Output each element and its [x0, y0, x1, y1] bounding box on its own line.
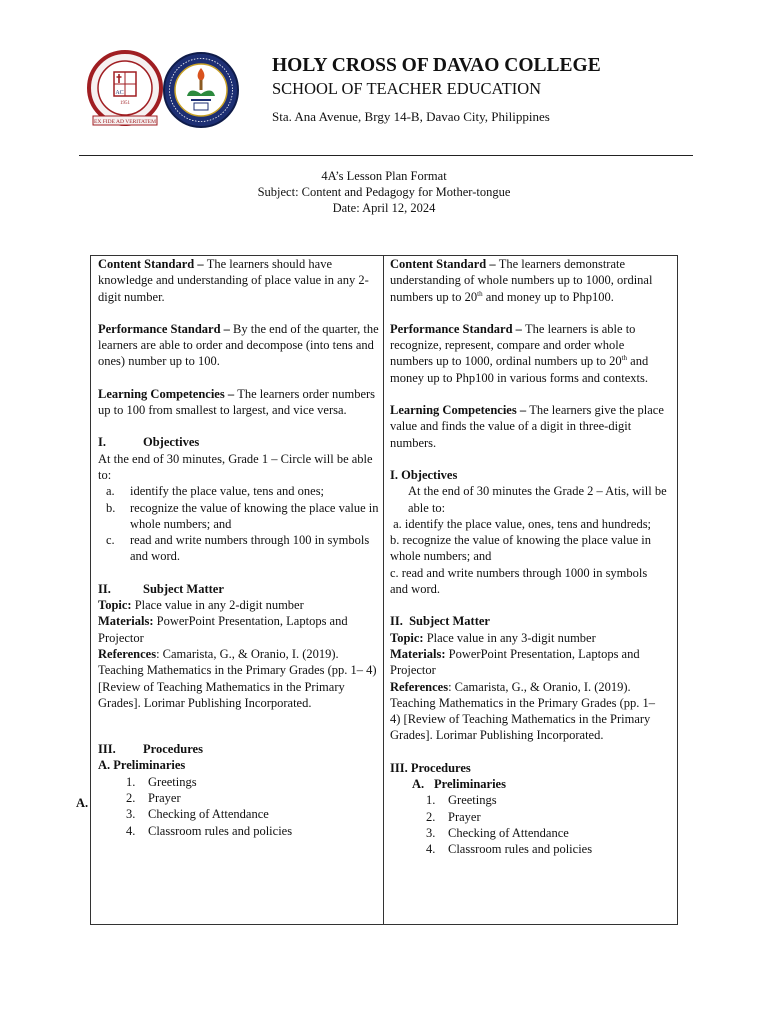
- topic: Topic: Place value in any 2-digit number: [98, 598, 304, 613]
- teacher-education-seal-logo: [161, 50, 241, 130]
- subject-line: Subject: Content and Pedagogy for Mother-tongue: [257, 185, 511, 199]
- preliminaries-heading: A. Preliminaries: [412, 777, 506, 792]
- lesson-plan-table: [90, 255, 678, 925]
- document-title-block: [0, 168, 768, 216]
- list-item: 2. Prayer: [426, 809, 481, 824]
- content-standard: Content Standard – The learners should have knowledge and understanding of place value in any 2-digit number.: [98, 257, 369, 304]
- objective-a: a. identify the place value, ones, tens and hundreds;: [390, 516, 652, 531]
- learning-competencies: Learning Competencies – The learners order numbers up to 100 from smallest to largest, and vice versa.: [98, 386, 376, 418]
- references: References: Camarista, G., & Oranio, I. (2019). Teaching Mathematics in the Primary Grades (pp. 1– 4) [Review of Teaching Mathematics in the Primary Grades]. Lorimar Publishing Incorporated.: [390, 679, 656, 743]
- column-divider: [383, 256, 384, 924]
- preliminaries-heading: A. Preliminaries: [98, 758, 186, 773]
- list-item: 1. Greetings: [426, 793, 497, 808]
- objectives-list: [98, 483, 379, 564]
- date-line: Date: April 12, 2024: [332, 201, 436, 215]
- materials: Materials: PowerPoint Presentation, Laptops and Projector: [390, 646, 640, 678]
- college-seal-logo: [85, 50, 165, 130]
- seal-year: 1951: [120, 101, 130, 106]
- stray-list-marker: A.: [76, 796, 89, 810]
- list-item: 3. Checking of Attendance: [426, 825, 569, 840]
- performance-standard: Performance Standard – The learners is able to recognize, represent, compare and order whole numbers up to 1000, ordinal numbers up to 20th and money up to Php100 in various forms and contexts.: [390, 321, 649, 385]
- content-standard: Content Standard – The learners demonstrate understanding of whole numbers up to 1000, ordinal numbers up to 20th and money up to Php100.: [390, 257, 653, 304]
- lesson-plan-format: 4A’s Lesson Plan Format: [321, 169, 447, 183]
- preliminaries-list: [98, 774, 379, 839]
- objectives-intro: At the end of 30 minutes the Grade 2 – Atis, will be able to:: [408, 484, 667, 515]
- learning-competencies: Learning Competencies – The learners give the place value and finds the value of a digit in three-digit numbers.: [390, 403, 664, 450]
- procedures-heading: III. Procedures: [390, 760, 471, 775]
- subject-matter-heading: II. Subject Matter: [98, 581, 224, 596]
- list-item: c. read and write numbers through 100 in symbols and word.: [106, 533, 370, 564]
- grade2-column: [390, 256, 668, 858]
- preliminaries-list: [390, 792, 668, 857]
- references: References: Camarista, G., & Oranio, I. (2019). Teaching Mathematics in the Primary Grades (pp. 1– 4) [Review of Teaching Mathematics in the Primary Grades]. Lorimar Publishing Incorporated.: [98, 646, 377, 710]
- list-item: a. identify the place value, tens and ones;: [106, 484, 325, 499]
- seal-motto: EX FIDE AD VERITATEM: [94, 119, 156, 125]
- list-item: 4. Classroom rules and policies: [126, 823, 293, 838]
- objective-b: b. recognize the value of knowing the place value in whole numbers; and: [390, 533, 652, 564]
- list-item: 4. Classroom rules and policies: [426, 842, 593, 857]
- performance-standard: Performance Standard – By the end of the quarter, the learners are able to order and decompose (into tens and ones) number up to 100.: [98, 321, 379, 369]
- list-item: 2. Prayer: [126, 791, 181, 806]
- header-divider: [79, 155, 693, 156]
- objectives-heading: I. Objectives: [390, 467, 458, 482]
- grade1-column: [98, 256, 379, 839]
- list-item: 1. Greetings: [126, 774, 197, 789]
- school-name: HOLY CROSS OF DAVAO COLLEGE: [272, 55, 601, 76]
- list-item: 3. Checking of Attendance: [126, 807, 269, 822]
- subject-matter-heading: II. Subject Matter: [390, 614, 490, 629]
- objectives-heading: I. Objectives: [98, 435, 200, 450]
- procedures-heading: III. Procedures: [98, 742, 203, 757]
- school-address: Sta. Ana Avenue, Brgy 14-B, Davao City, Philippines: [272, 109, 550, 124]
- materials: Materials: PowerPoint Presentation, Laptops and Projector: [98, 614, 348, 645]
- objectives-intro: At the end of 30 minutes, Grade 1 – Circle will be able to:: [98, 451, 373, 482]
- objective-c: c. read and write numbers through 1000 in symbols and word.: [390, 565, 648, 597]
- list-item: b. recognize the value of knowing the place value in whole numbers; and: [106, 500, 379, 531]
- topic: Topic: Place value in any 3-digit number: [390, 630, 596, 645]
- department-name: SCHOOL OF TEACHER EDUCATION: [272, 79, 542, 98]
- seal-emblem-text: AC: [115, 90, 124, 96]
